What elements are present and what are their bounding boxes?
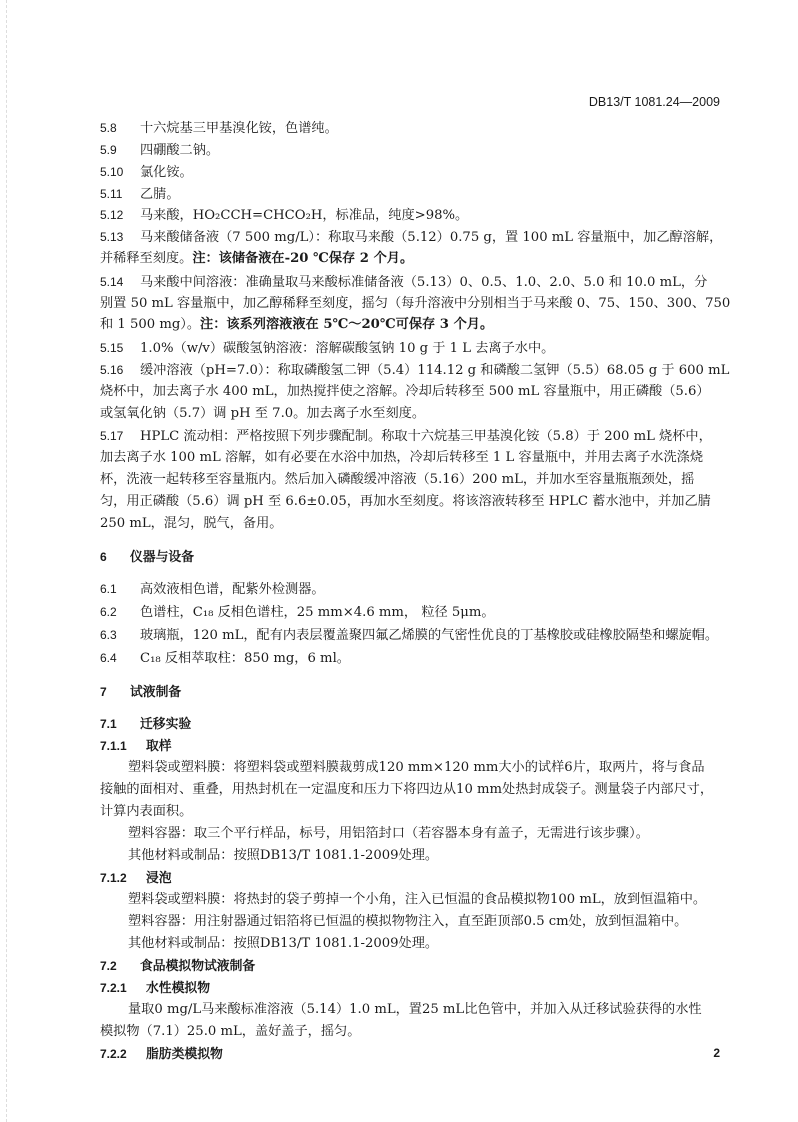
clause-5-16: 5.16 缓冲溶液（pH=7.0）：称取磷酸氢二钾（5.4）114.12 g 和磷酸二氢钾（5.5）68.05 g 于 600 mL bbox=[100, 363, 730, 378]
clause-5-16-cont: 或氢氧化钠（5.7）调 pH 至 7.0。加去离子水至刻度。 bbox=[100, 406, 426, 421]
section-7-2-1-heading: 7.2.1 水性模拟物 bbox=[100, 981, 210, 996]
clause-5-17-cont: 匀，用正磷酸（5.6）调 pH 至 6.6±0.05，再加水至刻度。将该溶液转移至 HPLC 蓄水池中，并加乙腈 bbox=[100, 494, 711, 509]
clause-5-13: 5.13 马来酸储备液（7 500 mg/L）：称取马来酸（5.12）0.75 g，置 100 mL 容量瓶中，加乙醇溶解， bbox=[100, 230, 723, 245]
paragraph-line: 其他材料或制品：按照DB13/T 1081.1-2009处理。 bbox=[128, 848, 439, 863]
clause-5-14-cont: 别置 50 mL 容量瓶中，加乙醇稀释至刻度，摇匀（每升溶液中分别相当于马来酸 0、75、150、300、750 bbox=[100, 296, 731, 311]
paragraph-line: 塑料袋或塑料膜：将热封的袋子剪掉一个小角，注入已恒温的食品模拟物100 mL，放到恒温箱中。 bbox=[128, 892, 707, 907]
clause-5-17-cont: 加去离子水 100 mL 溶解，如有必要在水浴中加热，冷却后转移至 1 L 容量瓶中，并用去离子水洗涤烧 bbox=[100, 450, 704, 465]
clause-5-17-cont: 杯，洗液一起转移至容量瓶内。然后加入磷酸缓冲溶液（5.16）200 mL，并加水至容量瓶瓶颈处，摇 bbox=[100, 472, 695, 487]
page-edge-divider bbox=[6, 0, 7, 1122]
page-number: 2 bbox=[713, 1046, 720, 1060]
note-text: 注：该系列溶液液在 5℃～20℃可保存 3 个月。 bbox=[200, 317, 494, 332]
paragraph-line: 其他材料或制品：按照DB13/T 1081.1-2009处理。 bbox=[128, 936, 439, 951]
note-text: 注：该储备液在-20 ℃保存 2 个月。 bbox=[192, 251, 414, 266]
clause-5-17: 5.17 HPLC 流动相：严格按照下列步骤配制。称取十六烷基三甲基溴化铵（5.8）于 200 mL 烧杯中， bbox=[100, 429, 712, 444]
clause-6-3: 6.3 玻璃瓶，120 mL，配有内表层覆盖聚四氟乙烯膜的气密性优良的丁基橡胶或硅橡胶隔垫和螺旋帽。 bbox=[100, 628, 719, 643]
section-7-2-2-heading: 7.2.2 脂肪类模拟物 bbox=[100, 1047, 223, 1062]
clause-6-2: 6.2 色谱柱，C₁₈ 反相色谱柱，25 mm×4.6 mm， 粒径 5μm。 bbox=[100, 605, 495, 620]
clause-5-8: 5.8 十六烷基三甲基溴化铵，色谱纯。 bbox=[100, 121, 338, 136]
standard-number-header: DB13/T 1081.24—2009 bbox=[588, 95, 720, 109]
paragraph-line: 塑料容器：取三个平行样品，标号，用铝箔封口（若容器本身有盖子，无需进行该步骤）。 bbox=[128, 826, 649, 841]
clause-5-15: 5.15 1.0%（w/v）碳酸氢钠溶液：溶解碳酸氢钠 10 g 于 1 L 去离子水中。 bbox=[100, 341, 555, 356]
section-6-heading: 6 仪器与设备 bbox=[100, 550, 194, 565]
section-7-1-1-heading: 7.1.1 取样 bbox=[100, 739, 172, 754]
clause-5-14: 5.14 马来酸中间溶液：准确量取马来酸标准储备液（5.13）0、0.5、1.0、2.0、5.0 和 10.0 mL，分 bbox=[100, 275, 708, 290]
clause-5-16-cont: 烧杯中，加去离子水 400 mL，加热搅拌使之溶解。冷却后转移至 500 mL 容量瓶中，用正磷酸（5.6） bbox=[100, 384, 710, 399]
clause-5-13-cont: 并稀释至刻度。注：该储备液在-20 ℃保存 2 个月。 bbox=[100, 251, 414, 266]
section-7-2-heading: 7.2 食品模拟物试液制备 bbox=[100, 959, 256, 974]
section-7-heading: 7 试液制备 bbox=[100, 685, 182, 700]
paragraph-line: 塑料袋或塑料膜：将塑料袋或塑料膜裁剪成120 mm×120 mm大小的试样6片，取两片，将与食品 bbox=[128, 760, 705, 775]
paragraph-line: 模拟物（7.1）25.0 mL，盖好盖子，摇匀。 bbox=[100, 1024, 361, 1039]
clause-5-17-cont: 250 mL，混匀，脱气，备用。 bbox=[100, 516, 283, 531]
paragraph-line: 计算内表面积。 bbox=[100, 804, 193, 819]
clause-5-14-cont: 和 1 500 mg）。注：该系列溶液液在 5℃～20℃可保存 3 个月。 bbox=[100, 317, 494, 332]
clause-6-1: 6.1 高效液相色谱，配紫外检测器。 bbox=[100, 582, 325, 597]
paragraph-line: 接触的面相对、重叠，用热封机在一定温度和压力下将四边从10 mm处热封成袋子。测量袋子内部尺寸， bbox=[100, 782, 714, 797]
clause-5-9: 5.9 四硼酸二钠。 bbox=[100, 143, 220, 158]
clause-5-10: 5.10 氯化铵。 bbox=[100, 165, 193, 180]
section-7-1-heading: 7.1 迁移实验 bbox=[100, 717, 192, 732]
section-7-1-2-heading: 7.1.2 浸泡 bbox=[100, 871, 172, 886]
clause-5-11: 5.11 乙腈。 bbox=[100, 187, 180, 202]
paragraph-line: 量取0 mg/L马来酸标准溶液（5.14）1.0 mL，置25 mL比色管中，并加入从迁移试验获得的水性 bbox=[128, 1002, 702, 1017]
clause-5-12: 5.12 马来酸，HO₂CCH=CHCO₂H，标准品，纯度>98%。 bbox=[100, 208, 469, 223]
paragraph-line: 塑料容器：用注射器通过铝箔将已恒温的模拟物物注入，直至距顶部0.5 cm处，放到恒温箱中。 bbox=[128, 914, 688, 929]
clause-6-4: 6.4 C₁₈ 反相萃取柱：850 mg，6 ml。 bbox=[100, 651, 350, 666]
